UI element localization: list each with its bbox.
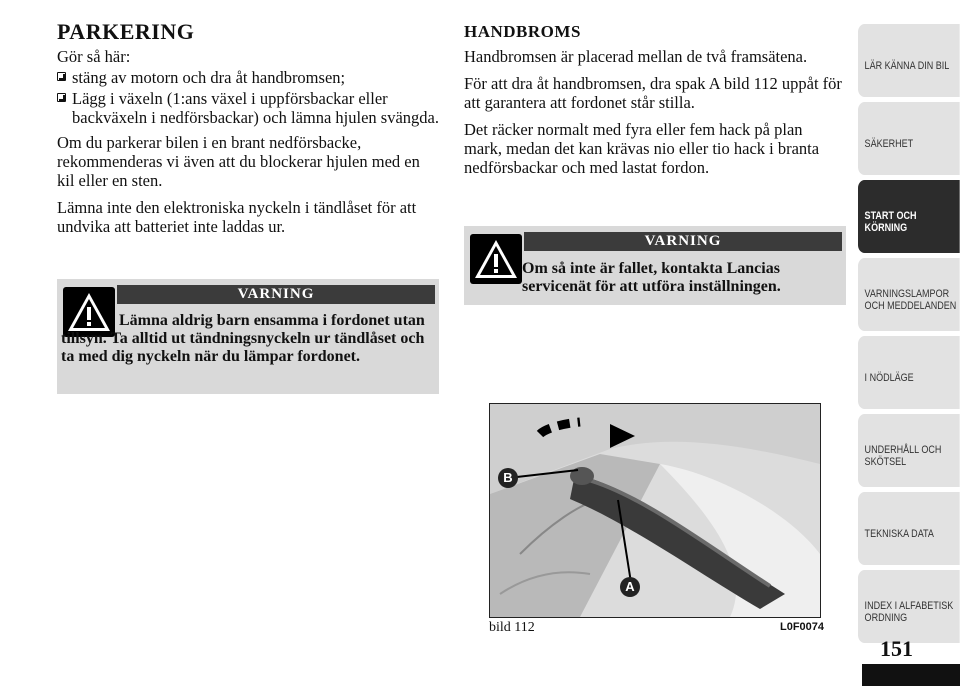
figure-caption: bild 112 <box>489 620 535 635</box>
handbrake-illustration <box>489 403 821 618</box>
page-number: 151 <box>880 636 913 661</box>
warning-triangle-icon <box>470 234 522 284</box>
checkbox-bullet-icon <box>57 93 66 102</box>
intro-text: Gör så här: <box>57 47 131 66</box>
tab-label: TEKNISKA DATA <box>864 527 934 540</box>
tab-label: UNDERHÅLL OCH SKÖTSEL <box>864 443 942 468</box>
tab-label: LÄR KÄNNA DIN BIL <box>864 59 950 72</box>
paragraph: Om du parkerar bilen i en brant nedförsbacke, rekommenderas vi även att du blockerar hjulen med en kil eller en sten. <box>57 133 420 190</box>
label-a-marker <box>620 577 640 597</box>
tab-label: SÄKERHET <box>864 137 914 150</box>
warning-text: Lämna aldrig barn ensamma i fordonet utan tillsyn. Ta alltid ut tändningsnyckeln ur tändlåset och ta med dig nyckeln när du lämpar fordonet. <box>61 312 425 365</box>
label-a: A <box>625 579 635 594</box>
bullet-text: Lägg i växeln (1:ans växel i uppförsbackar eller backväxeln i nedförsbackar) och lämna hjulen svängda. <box>72 89 439 127</box>
tab-label: INDEX I ALFABETISK ORDNING <box>864 599 954 624</box>
paragraph: Handbromsen är placerad mellan de två framsätena. <box>464 47 808 66</box>
paragraph: För att dra åt handbromsen, dra spak A bild 112 uppåt för att garantera att fordonet står stilla. <box>464 74 842 112</box>
left-column <box>57 19 439 244</box>
tab-label: START OCH KÖRNING <box>864 209 917 234</box>
tab-underhall-och-skotsel[interactable] <box>858 414 960 487</box>
checkbox-bullet-icon <box>57 72 66 81</box>
section-title-handbroms: HANDBROMS <box>464 22 581 41</box>
tab-sakerhet[interactable] <box>858 102 960 175</box>
warning-text: Om så inte är fallet, kontakta Lancias servicenät för att utföra inställningen. <box>522 260 781 295</box>
handbrake-drawing <box>490 404 820 617</box>
right-column <box>464 22 844 185</box>
tab-start-och-korning[interactable] <box>858 180 960 253</box>
tab-tekniska-data[interactable] <box>858 492 960 565</box>
bullet-text: stäng av motorn och dra åt handbromsen; <box>72 68 346 87</box>
warning-heading: VARNING <box>117 285 435 304</box>
tab-label: I NÖDLÄGE <box>864 371 914 384</box>
paragraph: Lämna inte den elektroniska nyckeln i tändlåset för att undvika att batteriet inte laddas ur. <box>57 198 417 236</box>
tab-index[interactable] <box>858 570 960 643</box>
warning-box <box>464 226 846 305</box>
list-item <box>57 68 439 87</box>
tab-label: VARNINGSLAMPOR OCH MEDDELANDEN <box>864 287 957 312</box>
footer-bar <box>862 664 960 686</box>
tab-varningslampor[interactable] <box>858 258 960 331</box>
warning-box <box>57 279 439 394</box>
label-b-marker <box>498 468 518 488</box>
tab-lar-kanna-din-bil[interactable] <box>858 24 960 97</box>
warning-heading: VARNING <box>524 232 842 251</box>
list-item <box>57 89 439 127</box>
section-title-parkering: PARKERING <box>57 19 195 44</box>
tab-i-nodlage[interactable] <box>858 336 960 409</box>
figure-code: L0F0074 <box>780 621 825 633</box>
paragraph: Det räcker normalt med fyra eller fem hack på plan mark, medan det kan krävas nio eller tio hack i branta nedförsbackar och med lastat fordon. <box>464 120 820 177</box>
label-b: B <box>503 470 513 485</box>
